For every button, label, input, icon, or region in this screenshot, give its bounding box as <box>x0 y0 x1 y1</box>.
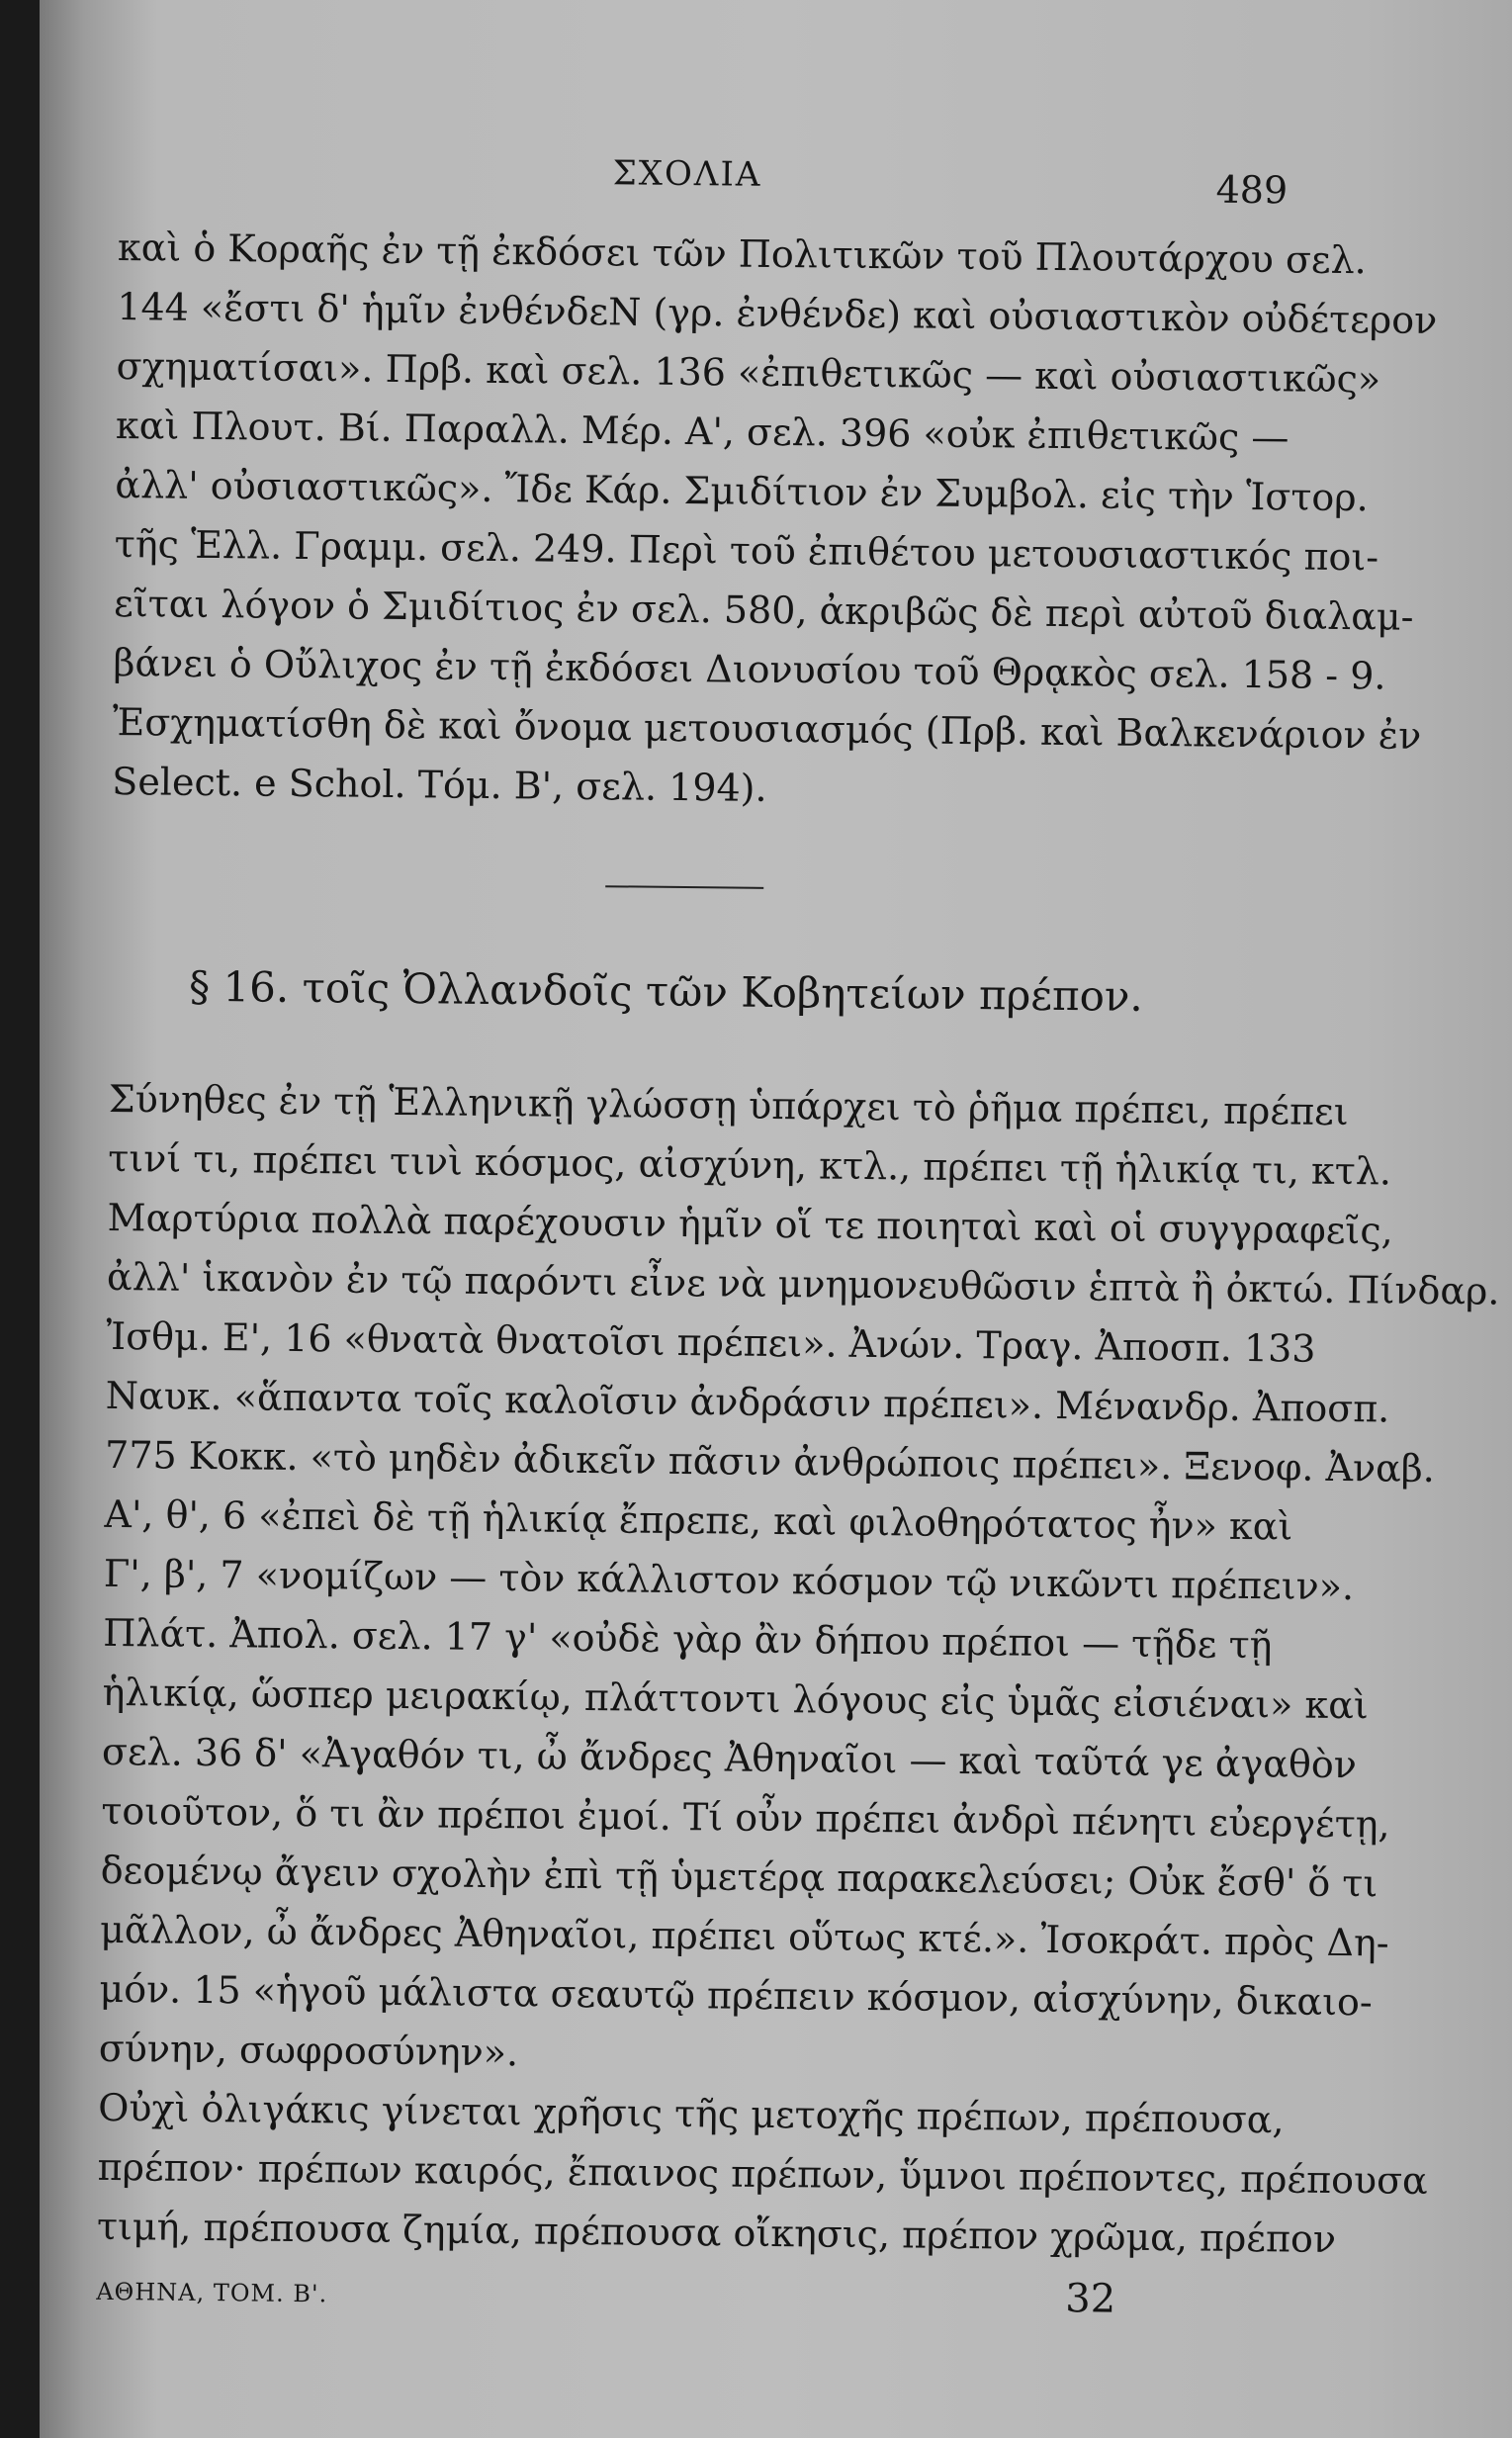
text-line: τιμή, πρέπουσα ζημία, πρέπουσα οἴκησις, πρέπον χρῶμα, πρέπον <box>96 2204 1337 2262</box>
text-line: βάνει ὁ Οὔλιχος ἐν τῇ ἐκδόσει Διονυσίου τοῦ Θρᾳκὸς σελ. 158 - 9. <box>113 640 1386 698</box>
page-text-block <box>96 148 1500 2337</box>
text-line: τῆς Ἑλλ. Γραμμ. σελ. 249. Περὶ τοῦ ἐπιθέτου μετουσιαστικός ποι- <box>114 521 1379 580</box>
paragraph-3 <box>96 2078 1428 2269</box>
section-divider <box>605 885 763 889</box>
page-number: 489 <box>1215 167 1289 213</box>
text-line: Γ', β', 7 «νομίζων — τὸν κάλλιστον κόσμον τῷ νικῶντι πρέπειν». <box>103 1551 1355 1609</box>
text-line: ἡλικίᾳ, ὥσπερ μειρακίῳ, πλάττοντι λόγους εἰς ὑμᾶς εἰσιέναι» καὶ <box>102 1670 1370 1728</box>
text-line: τοιοῦτον, ὅ τι ἂν πρέποι ἐμοί. Τί οὖν πρέπει ἀνδρὶ πένητι εὐεργέτῃ, <box>101 1788 1390 1847</box>
signature-mark: ΑΘΗΝΑ, ΤΟΜ. Β'. <box>96 2277 328 2308</box>
text-line: σύνην, σωφροσύνην». <box>98 2026 519 2075</box>
sheet-number: 32 <box>1065 2276 1116 2322</box>
text-line: καὶ Πλουτ. Βί. Παραλλ. Μέρ. Α', σελ. 396 «οὐκ ἐπιθετικῶς — <box>115 403 1290 460</box>
text-line: Σύνηθες ἐν τῇ Ἑλληνικῇ γλώσσῃ ὑπάρχει τὸ ῥῆμα πρέπει, πρέπει <box>108 1076 1349 1134</box>
text-line: καὶ ὁ Κοραῆς ἐν τῇ ἐκδόσει τῶν Πολιτικῶν τοῦ Πλουτάρχου σελ. <box>117 225 1368 283</box>
text-line: Πλάτ. Ἀπολ. σελ. 17 γ' «οὐδὲ γὰρ ἂν δήπου πρέποι — τῇδε τῇ <box>103 1610 1273 1668</box>
text-line: Μαρτύρια πολλὰ παρέχουσιν ἡμῖν οἵ τε ποιηταὶ καὶ οἱ συγγραφεῖς, <box>107 1195 1393 1253</box>
text-line: εῖται λόγον ὁ Σμιδίτιος ἐν σελ. 580, ἀκριβῶς δὲ περὶ αὐτοῦ διαλαμ- <box>113 581 1414 639</box>
text-line: Ναυκ. «ἅπαντα τοῖς καλοῖσιν ἀνδράσιν πρέπει». Μένανδρ. Ἀποσπ. <box>105 1373 1390 1431</box>
text-line: Α', θ', 6 «ἐπεὶ δὲ τῇ ἡλικίᾳ ἔπρεπε, καὶ φιλοθηρότατος ἦν» καὶ <box>104 1491 1293 1549</box>
text-line: Οὐχὶ ὀλιγάκις γίνεται χρῆσις τῆς μετοχῆς πρέπων, πρέπουσα, <box>98 2085 1285 2142</box>
text-line: μόν. 15 «ἡγοῦ μάλιστα σεαυτῷ πρέπειν κόσμον, αἰσχύνην, δικαιο- <box>99 1966 1373 2025</box>
text-line: ἀλλ' οὐσιαστικῶς». Ἴδε Κάρ. Σμιδίτιον ἐν Συμβολ. εἰς τὴν Ἱστορ. <box>115 462 1369 520</box>
running-head <box>118 148 1305 230</box>
text-line: τινί τι, πρέπει τινὶ κόσμος, αἰσχύνη, κτλ., πρέπει τῇ ἡλικίᾳ τι, κτλ. <box>108 1135 1392 1194</box>
section-heading: § 16. τοῖς Ὀλλανδοῖς τῶν Κοβητείων πρέπον. <box>188 961 1144 1021</box>
page-footer <box>96 2266 1284 2338</box>
text-line: σχηματίσαι». Πρβ. καὶ σελ. 136 «ἐπιθετικῶς — καὶ οὐσιαστικῶς» <box>116 343 1381 402</box>
text-line: δεομένῳ ἄγειν σχολὴν ἐπὶ τῇ ὑμετέρᾳ παρακελεύσει; Οὐκ ἔσθ' ὅ τι <box>100 1848 1379 1906</box>
text-line: 775 Κοκκ. «τὸ μηδὲν ἀδικεῖν πᾶσιν ἀνθρώποις πρέπει». Ξενοφ. Ἀναβ. <box>104 1432 1436 1491</box>
text-line: μᾶλλον, ὦ ἄνδρες Ἀθηναῖοι, πρέπει οὕτως κτέ.». Ἰσοκράτ. πρὸς Δη- <box>99 1907 1389 1965</box>
text-line: 144 «ἔστι δ' ἡμῖν ἐνθένδεΝ (γρ. ἐνθένδε) καὶ οὐσιαστικὸν οὐδέτερον <box>117 284 1438 342</box>
text-line: σελ. 36 δ' «Ἀγαθόν τι, ὦ ἄνδρες Ἀθηναῖοι — καὶ ταῦτά γε ἀγαθὸν <box>101 1729 1358 1787</box>
text-line: ἀλλ' ἱκανὸν ἐν τῷ παρόντι εἶνε νὰ μνημονευθῶσιν ἑπτὰ ἢ ὀκτώ. Πίνδαρ. <box>106 1254 1500 1313</box>
text-line: Select. e Schol. Τόμ. Β', σελ. 194). <box>112 759 767 810</box>
running-title: ΣΧΟΛΙΑ <box>612 153 762 195</box>
book-page <box>40 0 1512 2438</box>
text-line: Ἰσθμ. Ε', 16 «θνατὰ θνατοῖσι πρέπει». Ἀνών. Τραγ. Ἀποσπ. 133 <box>106 1313 1316 1371</box>
paragraph-2 <box>98 1069 1500 2091</box>
paragraph-1 <box>112 218 1438 824</box>
text-line: πρέπον· πρέπων καιρός, ἔπαινος πρέπων, ὕμνοι πρέποντες, πρέπουσα <box>97 2144 1428 2203</box>
text-line: Ἐσχηματίσθη δὲ καὶ ὄνομα μετουσιασμός (Πρβ. καὶ Βαλκενάριον ἐν <box>112 699 1422 758</box>
